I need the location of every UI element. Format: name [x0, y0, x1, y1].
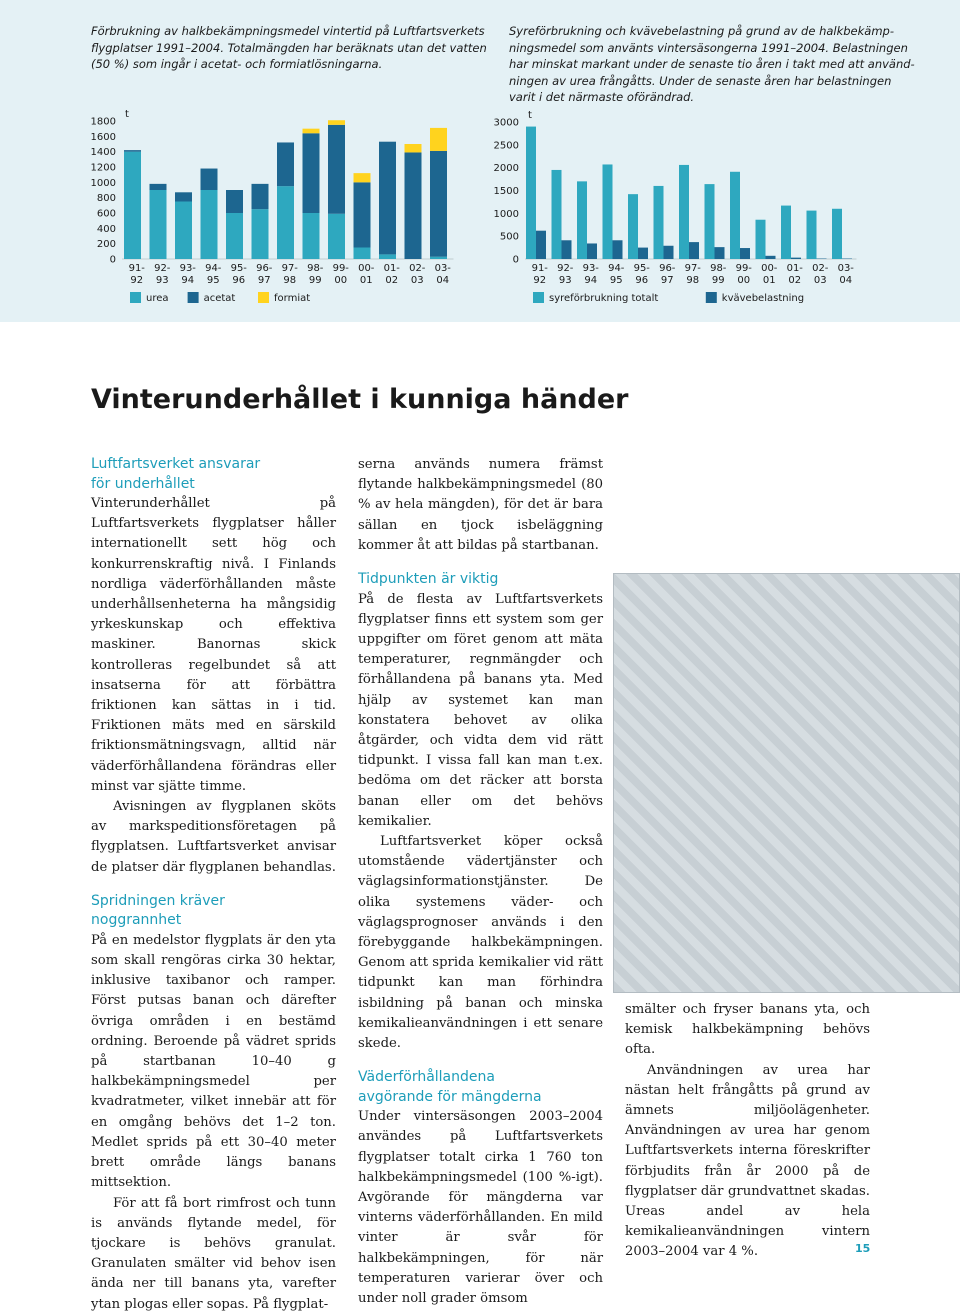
x-tick-label: 95- [231, 263, 248, 274]
bar-acetat [226, 190, 243, 213]
heading-responsibility: Luftfartsverket ansvarar för underhållet [91, 455, 336, 494]
paragraph: Avisningen av flygplanen sköts av markspeditionsföretagen på flygplatsen. Luftfartsverket anvisar de platser där flygplanen behandlas. [91, 797, 336, 878]
legend-swatch [533, 292, 544, 303]
bar-syreförbrukning totalt [552, 170, 562, 259]
bar-formiat [328, 120, 345, 125]
x-tick-label: 96 [635, 275, 648, 286]
legend-swatch [188, 292, 199, 303]
x-tick-label: 94 [584, 275, 597, 286]
bar-acetat [277, 142, 294, 186]
paragraph: På en medelstor flygplats är den yta som skall rengöras cirka 30 hektar, inklusive taxibanor och ramper. Först putsas banan och därefter övriga områden i en bestämd ordning. Beroende på vädret sprids på startbanan 10–40 g halkbekämpningsmedel per kvadratmeter, vilket innebär att för en omgång behövs det 1–2 ton. Medlet sprids på ett 30–40 meter brett område längs banans mittsektion. [91, 931, 336, 1194]
consumption-chart [70, 100, 510, 320]
x-tick-label: 91- [532, 263, 549, 274]
bar-acetat [201, 169, 218, 190]
y-tick-label: 2000 [494, 163, 519, 174]
y-axis-unit: t [125, 109, 129, 120]
bar-kvävebelastning [638, 248, 648, 259]
bar-kvävebelastning [536, 231, 546, 259]
legend-swatch [258, 292, 269, 303]
x-tick-label: 99 [712, 275, 725, 286]
bar-urea [328, 214, 345, 259]
x-tick-label: 98 [686, 275, 699, 286]
bar-acetat [328, 125, 345, 214]
y-tick-label: 800 [97, 193, 116, 204]
bar-urea [226, 213, 243, 259]
x-tick-label: 92- [557, 263, 574, 274]
x-tick-label: 93 [559, 275, 572, 286]
x-tick-label: 04 [436, 275, 449, 286]
x-tick-label: 01- [384, 263, 401, 274]
bar-acetat [175, 192, 192, 201]
bar-kvävebelastning [613, 240, 623, 259]
bar-acetat [252, 184, 269, 209]
legend-label: kvävebelastning [722, 293, 804, 304]
paragraph: Vinterunderhållet på Luftfartsverkets flygplatser håller internationellt sett hög och konkurrenskraftig nivå. I Finlands nordliga väderförhållanden måste underhållsenheterna ha mångsidig yrkeskunskap och effektiva maskiner. Banornas skick kontrolleras regelbundet så att insatserna för att förbättra friktionen kan sättas in i tid. Friktionen mäts med en särskild friktionsmätningsvagn, alltid när väderförhållandena förändras eller minst var sjätte timme. [91, 494, 336, 797]
legend-label: acetat [204, 293, 236, 304]
y-tick-label: 200 [97, 239, 116, 250]
x-tick-label: 94 [181, 275, 194, 286]
bar-kvävebelastning [562, 240, 572, 259]
x-tick-label: 01 [763, 275, 776, 286]
x-tick-label: 96 [232, 275, 245, 286]
column-1 [91, 455, 336, 1315]
y-tick-label: 1000 [91, 178, 116, 189]
x-tick-label: 92 [533, 275, 546, 286]
x-tick-label: 92 [130, 275, 143, 286]
paragraph: serna används numera främst flytande halkbekämpningsmedel (80 % av hela mängden), för det är bara sällan en tjock isbeläggning kommer åt att bildas på startbanan. [358, 455, 603, 556]
snowblower-photo [613, 573, 960, 993]
column-2 [358, 455, 603, 1309]
bar-syreförbrukning totalt [781, 206, 791, 259]
x-tick-label: 94- [608, 263, 625, 274]
x-tick-label: 03- [435, 263, 452, 274]
legend-label: urea [146, 293, 169, 304]
column-3 [625, 1000, 870, 1263]
legend-swatch [706, 292, 717, 303]
heading-timing: Tidpunkten är viktig [358, 570, 603, 590]
bar-acetat [405, 152, 422, 259]
bar-acetat [379, 142, 396, 255]
bar-syreförbrukning totalt [730, 172, 740, 259]
paragraph: Luftfartsverket köper också utomstående vädertjänster och väglagsinformationstjänster. De olika systemens väder- och väglagsprognoser används i den förebyggande halkbekämpningen. Genom att sprida kemikalier vid rätt tidpunkt kan man förhindra isbildning på banan och minska kemikalieanvändningen i ett senare skede. [358, 832, 603, 1054]
bar-urea [430, 257, 447, 259]
x-tick-label: 98- [710, 263, 727, 274]
x-tick-label: 98- [307, 263, 324, 274]
bar-formiat [303, 129, 320, 134]
bar-formiat [430, 128, 447, 151]
bar-urea [354, 248, 371, 260]
y-tick-label: 3000 [494, 118, 519, 129]
legend-label: formiat [274, 293, 310, 304]
x-tick-label: 99- [333, 263, 350, 274]
x-tick-label: 95 [207, 275, 220, 286]
bar-urea [150, 190, 167, 259]
x-tick-label: 92- [154, 263, 171, 274]
bar-urea [124, 152, 141, 259]
x-tick-label: 03 [411, 275, 424, 286]
x-tick-label: 99- [736, 263, 753, 274]
y-tick-label: 1000 [494, 209, 519, 220]
x-tick-label: 91- [129, 263, 146, 274]
paragraph: För att få bort rimfrost och tunn is används flytande medel, för tjockare is behövs granulat. Granulaten smälter vid behov isen ända ner till banans yta, varefter ytan plogas eller sopas. På flygplat- [91, 1194, 336, 1315]
x-tick-label: 97 [661, 275, 674, 286]
y-tick-label: 1800 [91, 117, 116, 128]
x-tick-label: 02- [812, 263, 829, 274]
bar-kvävebelastning [740, 248, 750, 259]
bar-kvävebelastning [715, 247, 725, 259]
article-title: Vinterunderhållet i kunniga händer [91, 384, 629, 415]
paragraph: På de flesta av Luftfartsverkets flygplatser finns ett system som ger uppgifter om föret genom att mäta temperaturer, regnmängder och förhållandena på banans yta. Med hjälp av systemet kan man konstatera behovet av olika åtgärder, och vidta dem vid rätt tidpunkt. I vissa fall kan man t.ex. bedöma om det räcker att borsta banan eller om det behövs kemikalier. [358, 590, 603, 832]
heading-weather: Väderförhållandena avgörande för mängderna [358, 1068, 603, 1107]
legend-label: syreförbrukning totalt [549, 293, 658, 304]
x-tick-label: 97 [258, 275, 271, 286]
x-tick-label: 96- [659, 263, 676, 274]
x-tick-label: 01- [787, 263, 804, 274]
paragraph: smälter och fryser banans yta, och kemisk halkbekämpning behövs ofta. [625, 1000, 870, 1061]
bar-urea [277, 186, 294, 259]
bar-acetat [124, 150, 141, 152]
bar-formiat [405, 144, 422, 152]
x-tick-label: 97- [685, 263, 702, 274]
x-tick-label: 93 [156, 275, 169, 286]
y-tick-label: 1500 [494, 186, 519, 197]
x-tick-label: 97- [282, 263, 299, 274]
x-tick-label: 96- [256, 263, 273, 274]
bar-acetat [303, 133, 320, 213]
bar-syreförbrukning totalt [832, 209, 842, 259]
x-tick-label: 00 [737, 275, 750, 286]
bar-urea [252, 209, 269, 259]
y-tick-label: 400 [97, 224, 116, 235]
bar-urea [175, 202, 192, 260]
y-tick-label: 500 [500, 232, 519, 243]
bar-formiat [354, 173, 371, 182]
x-tick-label: 95 [610, 275, 623, 286]
x-tick-label: 93- [583, 263, 600, 274]
x-tick-label: 95- [634, 263, 651, 274]
bar-syreförbrukning totalt [654, 186, 664, 259]
x-tick-label: 02 [385, 275, 398, 286]
bar-urea [379, 254, 396, 259]
y-tick-label: 1600 [91, 132, 116, 143]
y-axis-unit: t [528, 110, 532, 121]
bar-kvävebelastning [689, 242, 699, 259]
bar-urea [201, 190, 218, 259]
x-tick-label: 03 [814, 275, 827, 286]
x-tick-label: 00- [358, 263, 375, 274]
bar-syreförbrukning totalt [577, 181, 587, 259]
heading-spreading: Spridningen kräver noggrannhet [91, 892, 336, 931]
paragraph: Under vintersäsongen 2003–2004 användes på Luftfartsverkets flygplatser totalt cirka 1 760 ton halkbekämpningsmedel (100 %-igt). Avgörande för mängderna var vinterns väderförhållanden. En mild vinter är svår för halkbekämpningen, för när temperaturen varierar över och under noll grader ömsom [358, 1107, 603, 1309]
bar-syreförbrukning totalt [679, 165, 689, 259]
bar-kvävebelastning [766, 256, 776, 259]
x-tick-label: 93- [180, 263, 197, 274]
bar-kvävebelastning [587, 243, 597, 259]
right-chart-caption: Syreförbrukning och kvävebelastning på grund av de halkbekämp- ningsmedel som använts vintersäsongerna 1991–2004. Belastningen har minskat markant under de senaste tio åren i takt med att använd- ningen av urea frångåtts. Under de senaste åren har belastningen varit i det närmaste oförändrad. [509, 23, 915, 106]
x-tick-label: 99 [309, 275, 322, 286]
paragraph: Användningen av urea har nästan helt frångåtts på grund av ämnets miljöolägenheter. Användningen av urea har genom Luftfartsverkets interna föreskrifter förbjudits från år 2000 på de flygplatser där grundvattnet skadas. Ureas andel av hela kemikalieanvändningen vintern 2003–2004 var 4 %. [625, 1061, 870, 1263]
bar-kvävebelastning [791, 258, 801, 259]
bar-syreförbrukning totalt [628, 194, 638, 259]
bar-acetat [430, 151, 447, 257]
bar-syreförbrukning totalt [705, 184, 715, 259]
y-tick-label: 0 [110, 255, 116, 266]
left-chart-caption: Förbrukning av halkbekämpningsmedel vintertid på Luftfartsverkets flygplatser 1991–2004. Totalmängden har beräknats utan det vatten (50 %) som ingår i acetat- och formiatlösningarna. [91, 23, 487, 73]
bar-acetat [150, 184, 167, 190]
y-tick-label: 2500 [494, 140, 519, 151]
bar-urea [303, 213, 320, 259]
bar-acetat [354, 182, 371, 247]
bar-syreförbrukning totalt [526, 127, 536, 259]
oxygen-nitrogen-chart [480, 100, 920, 320]
x-tick-label: 02 [788, 275, 801, 286]
page-number: 15 [855, 1242, 870, 1255]
y-tick-label: 1400 [91, 147, 116, 158]
bar-syreförbrukning totalt [807, 211, 817, 259]
legend-swatch [130, 292, 141, 303]
bar-syreförbrukning totalt [603, 164, 613, 259]
y-tick-label: 0 [513, 255, 519, 266]
bar-syreförbrukning totalt [756, 220, 766, 259]
y-tick-label: 1200 [91, 163, 116, 174]
x-tick-label: 01 [360, 275, 373, 286]
y-tick-label: 600 [97, 209, 116, 220]
x-tick-label: 02- [409, 263, 426, 274]
x-tick-label: 00- [761, 263, 778, 274]
x-tick-label: 94- [205, 263, 222, 274]
x-tick-label: 98 [283, 275, 296, 286]
x-tick-label: 00 [334, 275, 347, 286]
x-tick-label: 04 [839, 275, 852, 286]
x-tick-label: 03- [838, 263, 855, 274]
bar-kvävebelastning [664, 246, 674, 259]
